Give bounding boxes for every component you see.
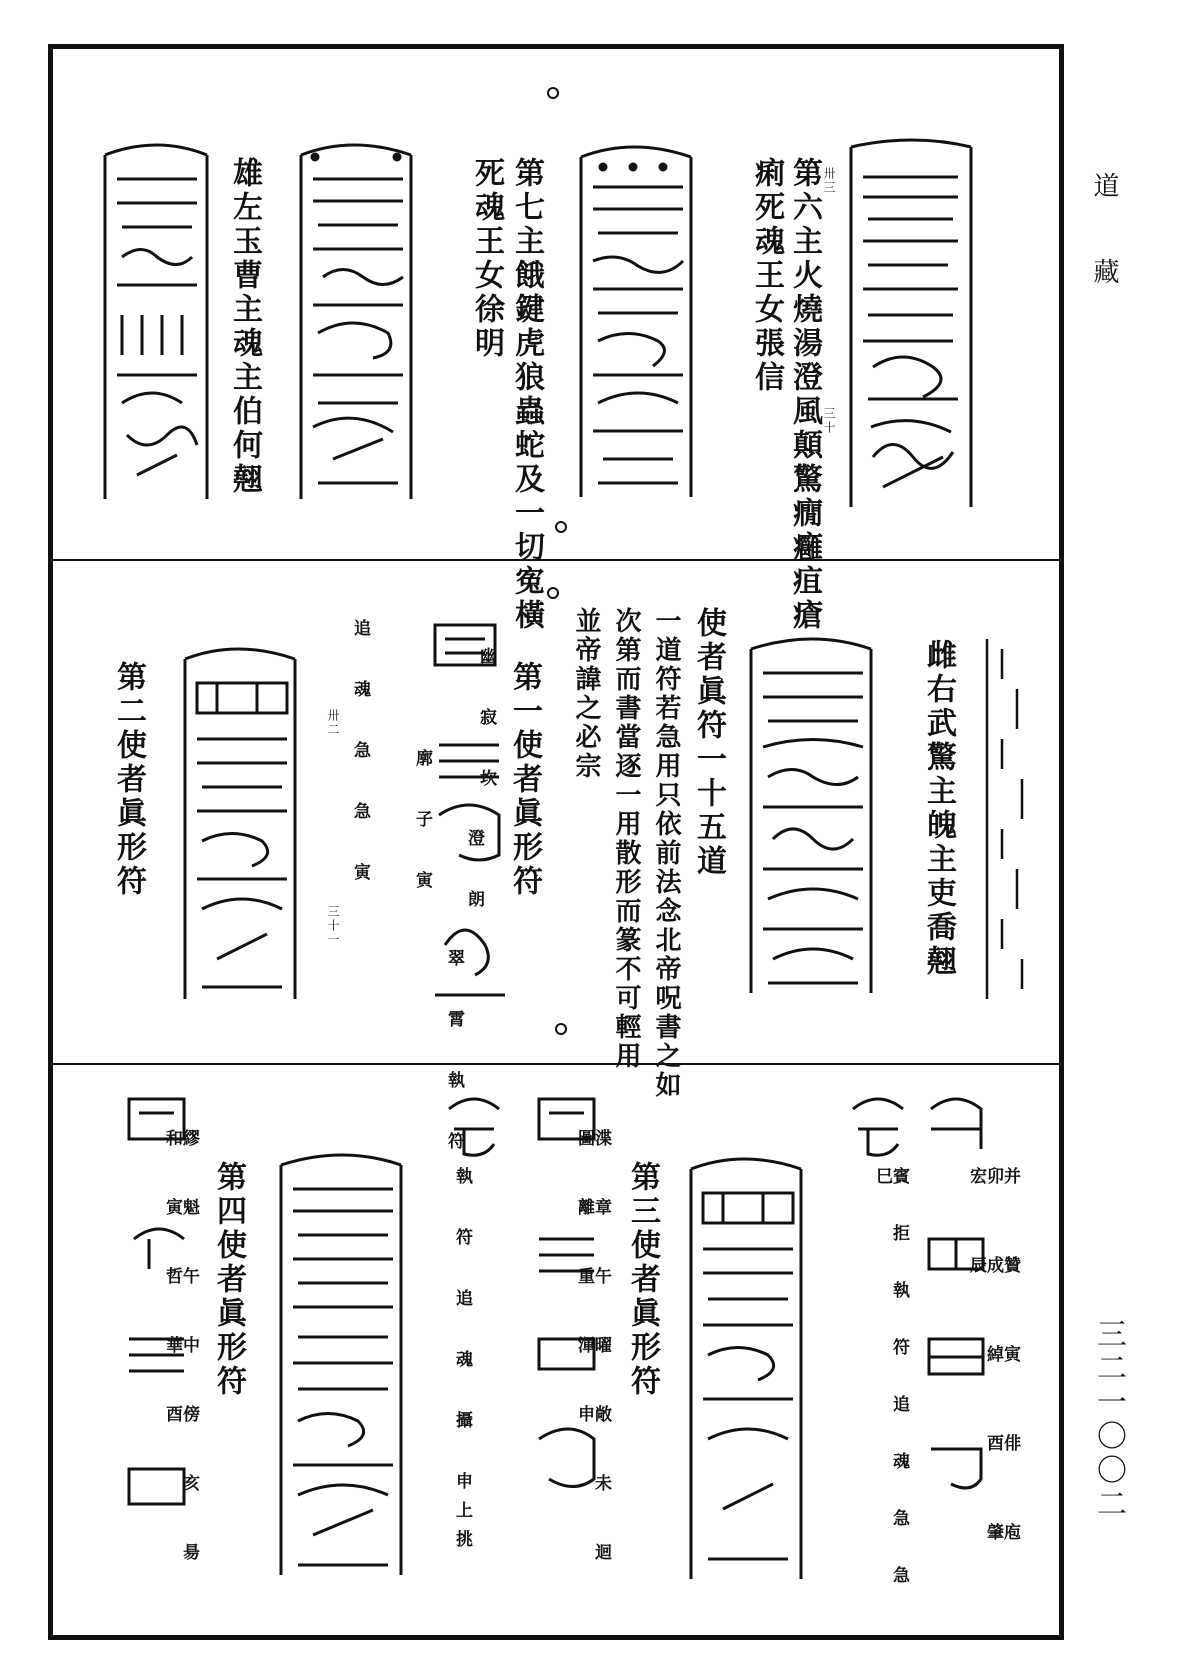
talisman-seal-4 xyxy=(97,135,217,515)
gloss-column: 賓 拒 執 符 追 魂 急 急 巳 xyxy=(872,1167,909,1593)
gloss-column: 幽 寂 坎 xyxy=(476,647,496,798)
talisman-glyph xyxy=(843,1089,913,1159)
annotation-note: 三十一 xyxy=(326,905,340,947)
page-number: 三二一〇〇二 xyxy=(1091,1318,1126,1522)
text-column: 雄左玉曹主魂主伯何翹 xyxy=(227,157,262,497)
gloss-column: 執 符 追 魂 攝 申上挑 xyxy=(452,1167,472,1559)
marker-circle xyxy=(547,587,559,599)
gloss-column: 繆 魁 午 中 傍 亥 昜 和 寅 哲 華 酉 xyxy=(162,1129,199,1576)
page-frame xyxy=(48,44,1064,1640)
talisman-seal-7 xyxy=(177,639,307,1009)
talisman-seal-6 xyxy=(743,629,883,1009)
talisman-seal-9 xyxy=(273,1145,413,1585)
gloss-column: 澄 朗 xyxy=(464,829,484,919)
talisman-seal-2 xyxy=(573,137,703,517)
talisman-seal-8 xyxy=(683,1149,813,1589)
marker-circle xyxy=(555,521,567,533)
marker-circle xyxy=(555,1023,567,1035)
talisman-glyph-stack xyxy=(425,615,515,1015)
text-column: 痢死魂王女張信 xyxy=(749,157,784,395)
text-column: 一道符若急用只依前法念北帝呪書之如 xyxy=(651,607,681,1100)
collection-title: 道藏 xyxy=(1089,172,1119,344)
section-divider-1 xyxy=(53,559,1059,561)
text-column: 第三使者眞形符 xyxy=(625,1161,660,1399)
gloss-column: 并 贊 寅 俳 庖 卯 成 綽 酉 肇 宏 辰 xyxy=(966,1167,1020,1566)
text-column: 第六主火燒湯澄風顛驚癇癰疽瘡 xyxy=(787,157,822,633)
text-column: 第二使者眞形符 xyxy=(111,661,146,899)
gloss-column: 廓 子 寅 xyxy=(412,749,432,900)
text-column: 第四使者眞形符 xyxy=(211,1161,246,1399)
text-column: 死魂王女徐明 xyxy=(469,157,504,361)
text-column: 並帝諱之必宗 xyxy=(571,607,601,781)
gloss-column: 渫 章 午 曜 敞 未 迴 圖 離 重 渾 申 xyxy=(574,1129,611,1576)
talisman-seal-5 xyxy=(977,629,1057,1009)
annotation-note: 卅三 xyxy=(822,167,836,195)
talisman-glyph xyxy=(439,1089,509,1159)
text-column: 次第而書當逐一用散形而篆不可輕用 xyxy=(611,607,641,1071)
talisman-seal-3 xyxy=(293,135,423,515)
annotation-note: 三十 xyxy=(822,407,836,435)
talisman-seal-1 xyxy=(843,137,983,517)
text-column: 第七主餓鍵虎狼蟲蛇及一切寃橫 xyxy=(509,157,544,633)
text-column: 使者眞符一十五道 xyxy=(691,607,726,879)
gloss-column: 翠 霄 執 符 xyxy=(444,949,464,1161)
marker-circle xyxy=(547,87,559,99)
gloss-column: 追 魂 急 急 寅 xyxy=(350,619,370,892)
section-divider-2 xyxy=(53,1063,1059,1065)
text-column: 雌右武驚主魄主吏喬翹 xyxy=(921,639,956,979)
annotation-note: 卅二 xyxy=(326,709,340,737)
text-column: 第一使者眞形符 xyxy=(507,661,542,899)
